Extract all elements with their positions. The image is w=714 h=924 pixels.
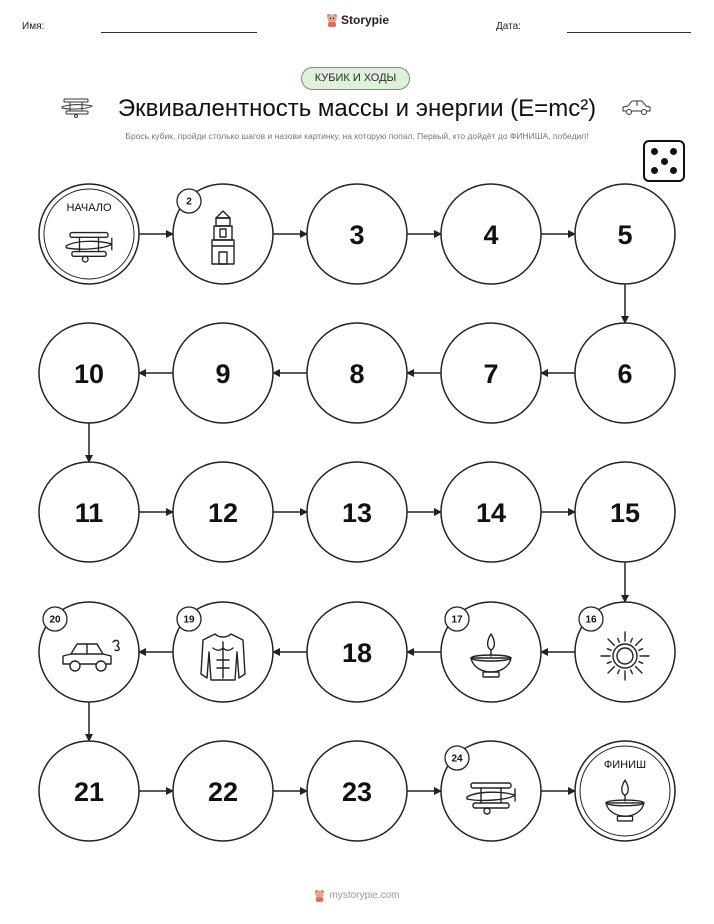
cell-number: 17 [451,614,463,626]
finish-label: ФИНИШ [603,759,647,771]
cell-number: 8 [349,359,365,389]
board-cell-10[interactable] [39,323,139,423]
board-cell-6[interactable] [575,323,675,423]
date-label: Дата: [496,21,521,32]
cell-number: 21 [73,777,105,807]
board-cell-2[interactable] [173,184,273,284]
cell-number: 14 [475,498,507,528]
board-cell-13[interactable] [307,462,407,562]
board-cell-18[interactable] [307,602,407,702]
cell-number: 22 [207,777,239,807]
board-cell-9[interactable] [173,323,273,423]
cell-number: 15 [609,498,641,528]
board-cell-19[interactable] [173,602,273,702]
cell-number: 18 [341,638,373,668]
board-cell-22[interactable] [173,741,273,841]
board-cell-8[interactable] [307,323,407,423]
cell-number: 4 [483,220,499,250]
bear-logo-icon [314,889,325,902]
cell-number: 7 [483,359,499,389]
cell-number: 20 [49,614,61,626]
footer-url: mystorypie.com [329,890,400,902]
cell-number: 6 [617,359,633,389]
cell-number: 3 [349,220,365,250]
footer [0,889,714,902]
start-label: НАЧАЛО [66,202,112,214]
page-title: Эквивалентность массы и энергии (E=mc²) [117,95,597,122]
cell-number: 12 [207,498,239,528]
cell-number: 11 [74,498,104,528]
board-cell-1[interactable] [39,184,139,284]
board-cell-15[interactable] [575,462,675,562]
board-cell-14[interactable] [441,462,541,562]
board-cell-21[interactable] [39,741,139,841]
cell-number: 19 [183,614,195,626]
board-cell-24[interactable] [441,741,541,841]
board-cell-3[interactable] [307,184,407,284]
cell-number: 13 [341,498,373,528]
brand-name: Storypie [341,13,390,27]
cell-number: 2 [186,196,192,208]
board-cell-23[interactable] [307,741,407,841]
cell-number: 23 [341,777,373,807]
board-cell-12[interactable] [173,462,273,562]
board-cell-11[interactable] [39,462,139,562]
board-cell-17[interactable] [441,602,541,702]
category-badge: КУБИК И ХОДЫ [301,67,410,90]
cell-number: 10 [73,359,105,389]
instructions: Брось кубик, пройди столько шагов и назови картинку, на которую попал. Первый, кто дойдёт до ФИНИША, победил! [125,131,589,141]
board-cell-16[interactable] [575,602,675,702]
board-cell-20[interactable] [39,602,139,702]
cell-number: 16 [585,614,597,626]
board-cell-25[interactable] [575,741,675,841]
board-cell-4[interactable] [441,184,541,284]
board-cell-5[interactable] [575,184,675,284]
cell-number: 5 [617,220,633,250]
cell-number: 24 [451,753,463,765]
name-label: Имя: [22,21,45,32]
board-cell-7[interactable] [441,323,541,423]
cell-number: 9 [215,359,231,389]
